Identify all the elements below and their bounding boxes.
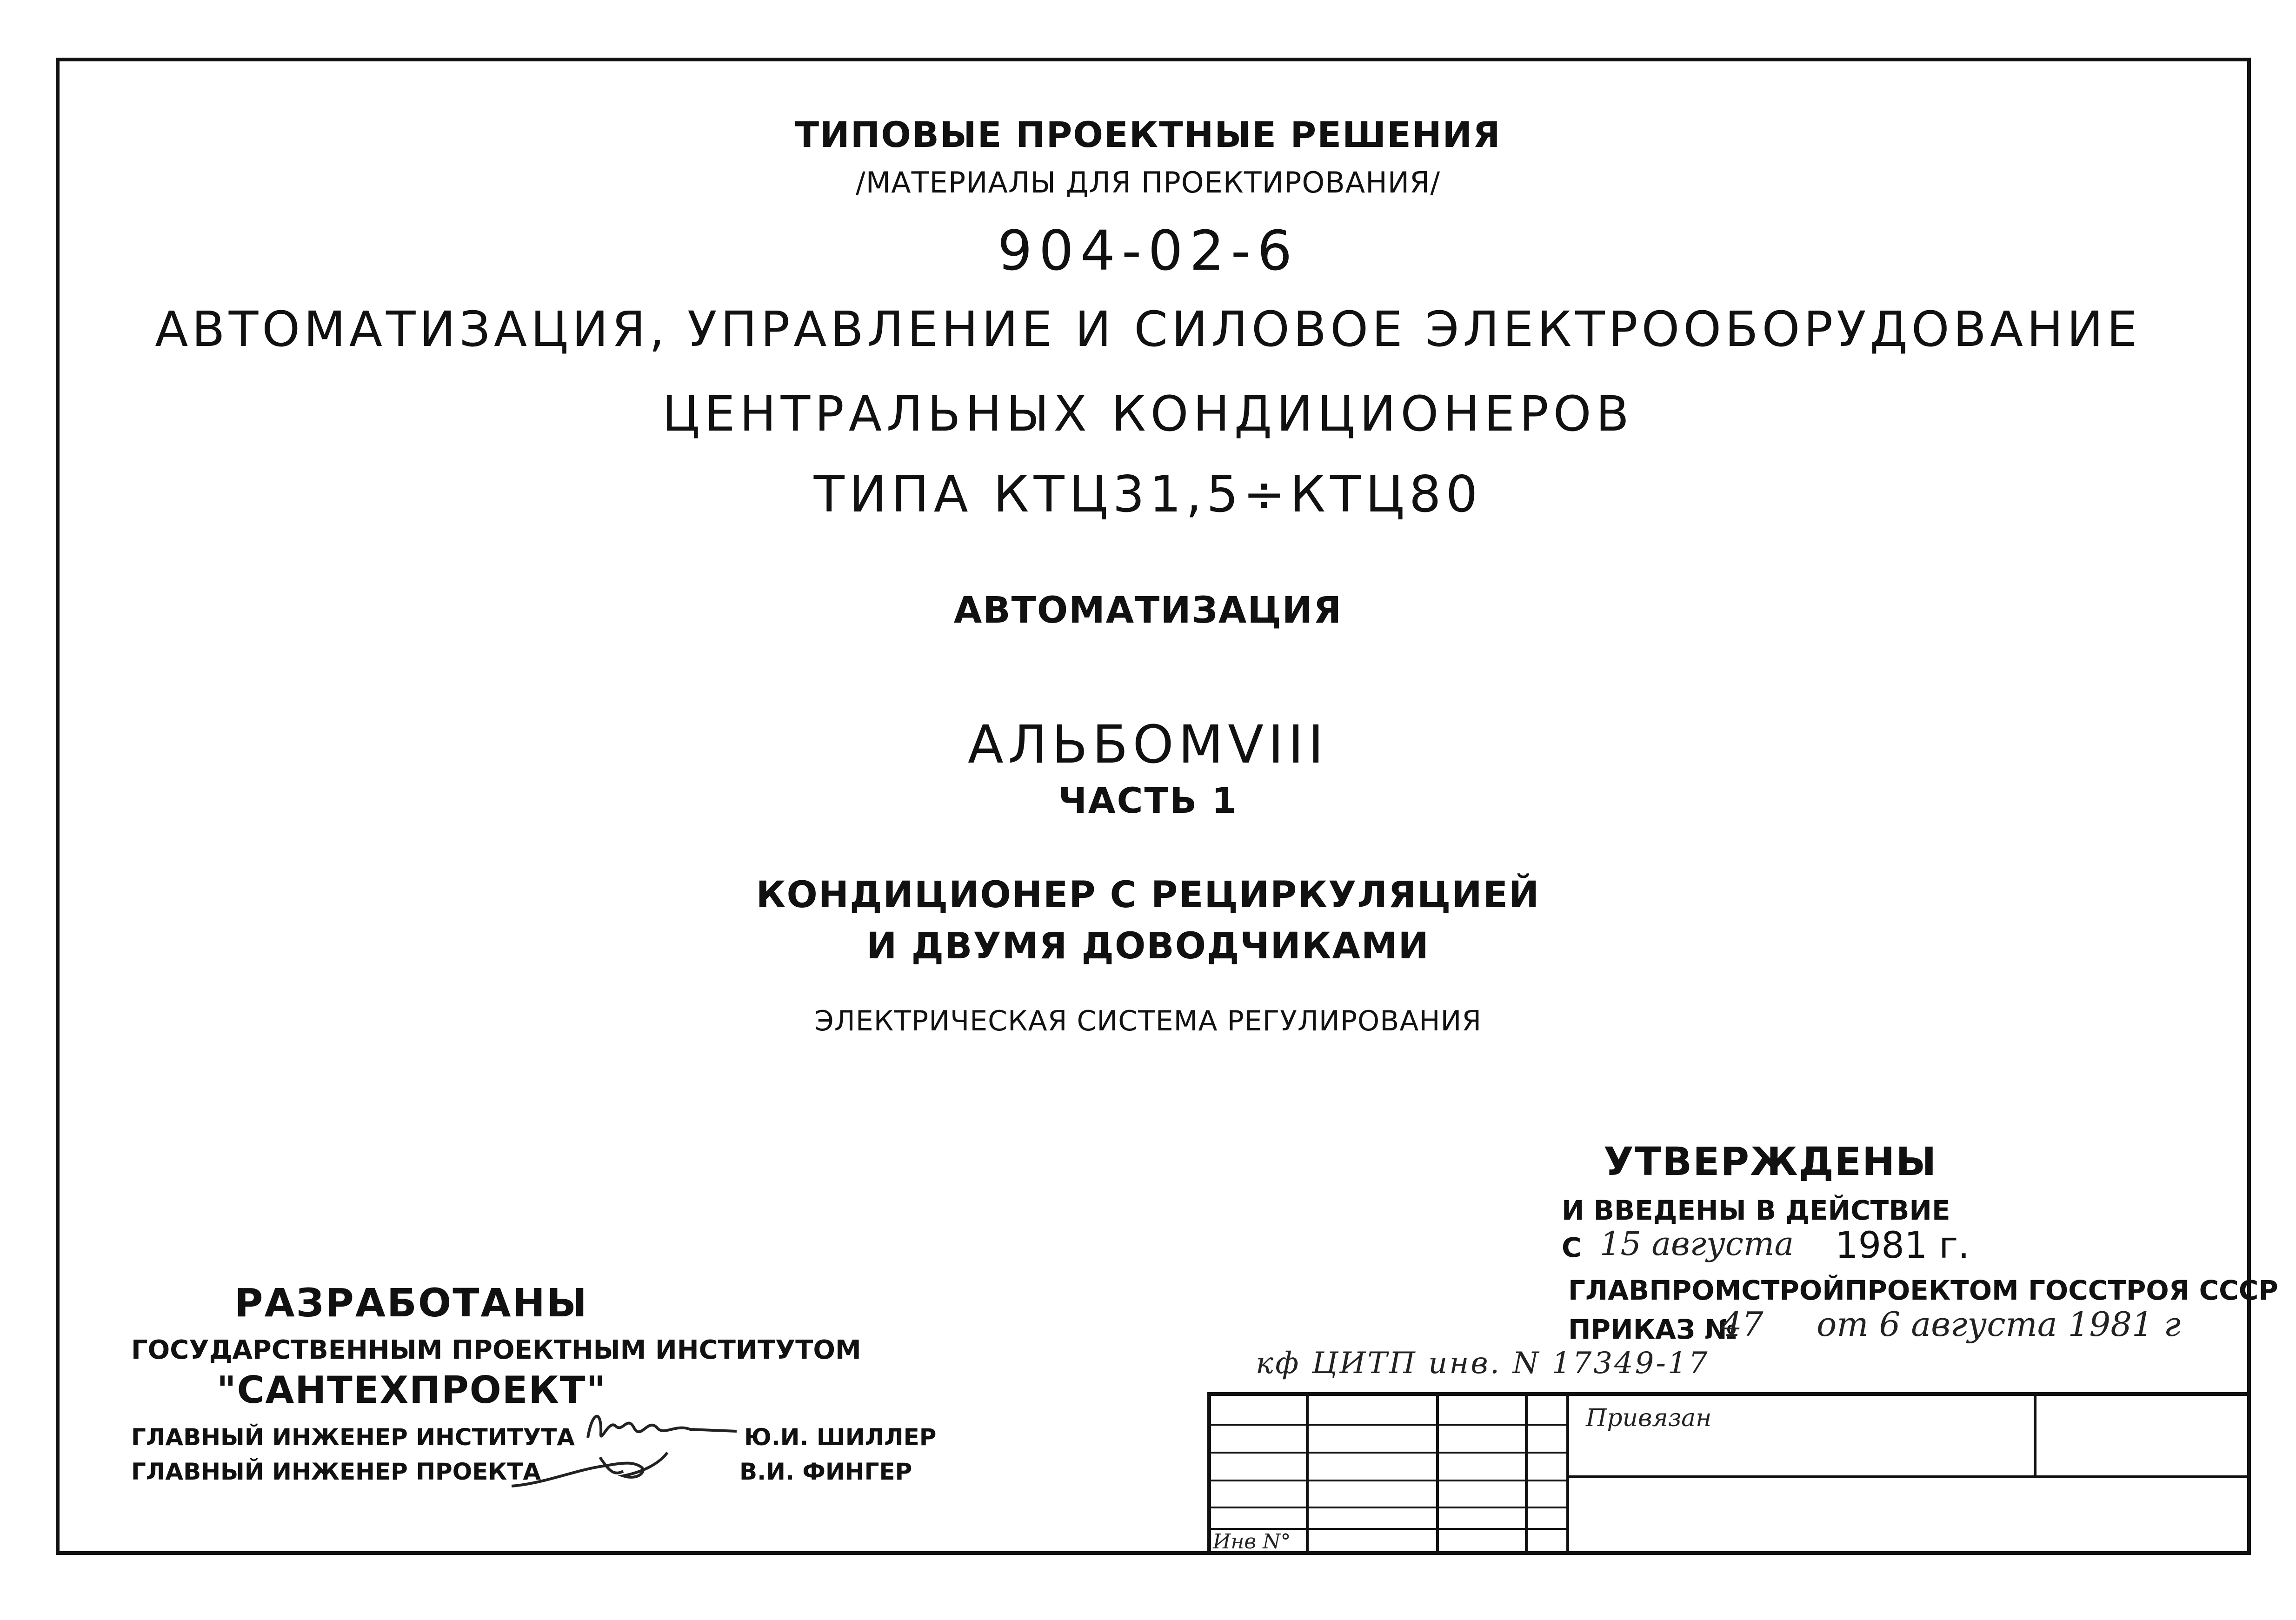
developer-name1: Ю.И. ШИЛЛЕР	[744, 1424, 937, 1451]
section-title: АВТОМАТИЗАЦИЯ	[953, 590, 1343, 631]
document-code: 904-02-6	[997, 219, 1299, 283]
header-line1: ТИПОВЫЕ ПРОЕКТНЫЕ РЕШЕНИЯ	[795, 114, 1501, 155]
approval-line1: И ВВЕДЕНЫ В ДЕЙСТВИЕ	[1562, 1195, 1950, 1226]
title-block-table	[1207, 1392, 2251, 1555]
title-block-bound-label: Привязан	[1586, 1404, 1712, 1432]
developer-role1: ГЛАВНЫЙ ИНЖЕНЕР ИНСТИТУТА	[131, 1424, 575, 1451]
title-line2: ЦЕНТРАЛЬНЫХ КОНДИЦИОНЕРОВ	[662, 385, 1634, 442]
subject-line3: ЭЛЕКТРИЧЕСКАЯ СИСТЕМА РЕГУЛИРОВАНИЯ	[814, 1005, 1482, 1037]
inventory-note: кф ЦИТП инв. N 17349-17	[1256, 1346, 1710, 1381]
order-number: 47	[1721, 1305, 1764, 1344]
album-part: ЧАСТЬ 1	[1058, 780, 1238, 821]
album-label: АЛЬБОМVIII	[967, 715, 1328, 775]
developer-heading: РАЗРАБОТАНЫ	[234, 1280, 588, 1326]
subject-line2: И ДВУМЯ ДОВОДЧИКАМИ	[866, 925, 1430, 967]
signature-chief-project	[507, 1443, 684, 1494]
developer-role2: ГЛАВНЫЙ ИНЖЕНЕР ПРОЕКТА	[131, 1458, 541, 1485]
developer-line1: ГОСУДАРСТВЕННЫМ ПРОЕКТНЫМ ИНСТИТУТОМ	[131, 1335, 861, 1365]
order-prefix: ПРИКАЗ №	[1568, 1314, 1737, 1345]
developer-name2: В.И. ФИНГЕР	[739, 1458, 912, 1485]
order-date: от 6 августа 1981 г	[1817, 1305, 2181, 1344]
approval-date-handwritten: 15 августа	[1600, 1225, 1794, 1263]
developer-institute: "САНТЕХПРОЕКТ"	[217, 1368, 607, 1412]
title-block-inv-label: Инв N°	[1213, 1530, 1291, 1554]
title-line3: ТИПА КТЦ31,5÷КТЦ80	[813, 465, 1483, 524]
header-line2: /МАТЕРИАЛЫ ДЛЯ ПРОЕКТИРОВАНИЯ/	[855, 166, 1441, 199]
approval-authority: ГЛАВПРОМСТРОЙПРОЕКТОМ ГОССТРОЯ СССР	[1568, 1275, 2278, 1306]
approval-year: 1981 г.	[1835, 1225, 1970, 1267]
approval-heading: УТВЕРЖДЕНЫ	[1604, 1139, 1937, 1184]
subject-line1: КОНДИЦИОНЕР С РЕЦИРКУЛЯЦИЕЙ	[756, 874, 1540, 916]
title-line1: АВТОМАТИЗАЦИЯ, УПРАВЛЕНИЕ И СИЛОВОЕ ЭЛЕКТРООБОРУДОВАНИЕ	[155, 301, 2141, 358]
approval-date-prefix: С	[1562, 1232, 1582, 1263]
